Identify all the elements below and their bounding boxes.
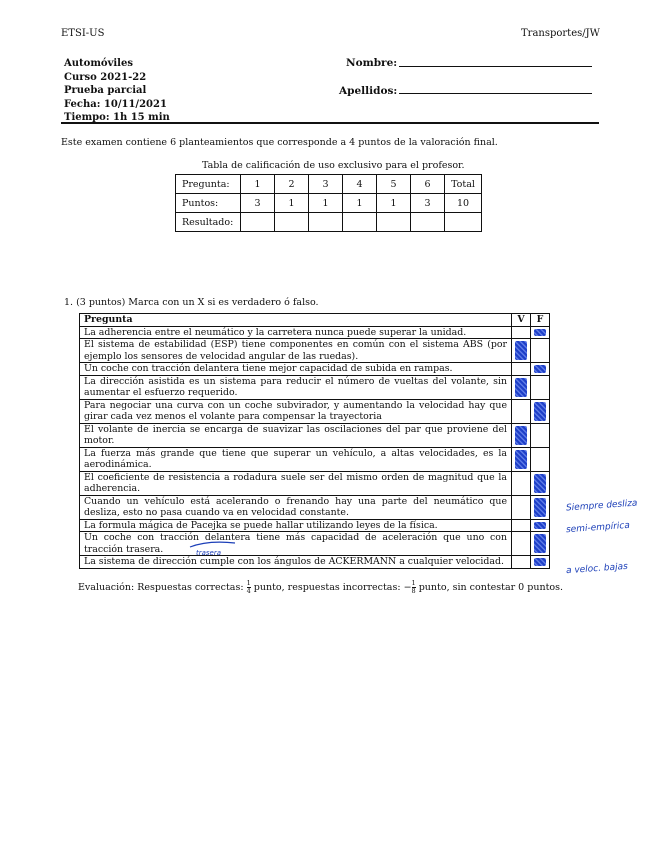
scribble-mark	[515, 378, 527, 397]
result-cell[interactable]	[275, 213, 309, 232]
answer-cell-f[interactable]	[531, 339, 550, 363]
answer-cell-v[interactable]	[512, 495, 531, 519]
question-row	[80, 556, 550, 569]
question-row	[80, 447, 550, 471]
question-text: Un coche con tracción delantera tiene mejor capacidad de subida en rampas.	[80, 363, 512, 376]
grade-label: Puntos:	[176, 194, 241, 213]
scribble-mark	[534, 402, 546, 421]
grade-label: Resultado:	[176, 213, 241, 232]
result-cell[interactable]	[445, 213, 482, 232]
true-false-table	[79, 313, 550, 569]
result-cell[interactable]	[343, 213, 377, 232]
answer-cell-f[interactable]	[531, 447, 550, 471]
question-text: El volante de inercia se encarga de suavizar las oscilaciones del par que proviene del motor.	[80, 423, 512, 447]
grade-cell: 1	[275, 194, 309, 213]
question-row	[80, 339, 550, 363]
grade-cell: 5	[377, 175, 411, 194]
header-right: Transportes/JW	[521, 28, 600, 39]
handwritten-note-trasera: trasera	[196, 549, 222, 557]
grade-cell: 2	[275, 175, 309, 194]
grade-table	[175, 174, 482, 232]
evaluation-text-c: punto, sin contestar 0 puntos.	[418, 582, 563, 593]
question-row	[80, 375, 550, 399]
scribble-mark	[534, 474, 546, 493]
grade-label: Pregunta:	[176, 175, 241, 194]
question-text: La adherencia entre el neumático y la carretera nunca puede superar la unidad.	[80, 326, 512, 339]
scribble-mark	[534, 365, 546, 373]
course-year: Curso 2021-22	[64, 71, 147, 83]
scribble-mark	[515, 450, 527, 469]
result-cell[interactable]	[309, 213, 343, 232]
question-row	[80, 471, 550, 495]
question-text: La sistema de dirección cumple con los ángulos de ACKERMANN a cualquier velocidad.	[80, 556, 512, 569]
nombre-label: Nombre:	[346, 57, 398, 69]
scribble-mark	[534, 522, 546, 530]
scribble-mark	[534, 534, 546, 553]
answer-cell-f[interactable]	[531, 519, 550, 532]
course-subject: Automóviles	[64, 58, 133, 69]
apellidos-label: Apellidos:	[339, 85, 398, 97]
answer-cell-f[interactable]	[531, 423, 550, 447]
exam-type: Prueba parcial	[64, 85, 147, 96]
scribble-mark	[534, 329, 546, 337]
grade-cell: Total	[445, 175, 482, 194]
question-text: La formula mágica de Pacejka se puede hallar utilizando leyes de la física.	[80, 519, 512, 532]
question-row	[80, 519, 550, 532]
answer-cell-f[interactable]	[531, 375, 550, 399]
evaluation-note	[78, 580, 563, 595]
question-text: El sistema de estabilidad (ESP) tiene componentes en común con el sistema ABS (por ejemplo los sensores de velocidad angular de las ruedas).	[80, 339, 512, 363]
result-cell[interactable]	[411, 213, 445, 232]
answer-cell-v[interactable]	[512, 363, 531, 376]
answer-cell-f[interactable]	[531, 326, 550, 339]
answer-cell-f[interactable]	[531, 363, 550, 376]
grade-cell: 1	[343, 194, 377, 213]
scribble-mark	[515, 341, 527, 360]
answer-cell-f[interactable]	[531, 399, 550, 423]
question-row	[80, 326, 550, 339]
question-row	[80, 399, 550, 423]
question-text: La fuerza más grande que tiene que superar un vehículo, a altas velocidades, es la aerodinámica.	[80, 447, 512, 471]
evaluation-text-a: Evaluación: Respuestas correctas:	[78, 582, 244, 593]
question-row	[80, 423, 550, 447]
answer-cell-f[interactable]	[531, 471, 550, 495]
tf-header-row	[80, 314, 550, 327]
question-text: El coeficiente de resistencia a rodadura suele ser del mismo orden de magnitud que la adherencia.	[80, 471, 512, 495]
frac-den: 4	[246, 587, 251, 595]
answer-cell-f[interactable]	[531, 495, 550, 519]
grade-cell: 1	[377, 194, 411, 213]
question-text: Un coche con tracción delantera tiene más capacidad de aceleración que uno con tracción trasera.	[80, 532, 512, 556]
handwritten-note-desliza: Siempre desliza	[565, 498, 638, 514]
handwritten-strikethrough	[188, 537, 238, 551]
grade-table-caption: Tabla de calificación de uso exclusivo para el profesor.	[202, 160, 465, 171]
frac-num: 1	[246, 579, 251, 587]
grade-cell: 1	[309, 194, 343, 213]
question-row	[80, 532, 550, 556]
result-cell[interactable]	[377, 213, 411, 232]
scribble-mark	[534, 558, 546, 566]
grade-cell: 10	[445, 194, 482, 213]
exam-date: Fecha: 10/11/2021	[64, 98, 167, 110]
fraction-quarter	[247, 580, 251, 595]
grade-cell: 6	[411, 175, 445, 194]
grade-row-resultado	[176, 213, 482, 232]
apellidos-field[interactable]	[399, 93, 592, 94]
answer-cell-v[interactable]	[512, 471, 531, 495]
exam-time: Tiempo: 1h 15 min	[64, 112, 170, 123]
answer-cell-f[interactable]	[531, 556, 550, 569]
col-f: F	[531, 314, 550, 327]
scribble-mark	[534, 498, 546, 517]
answer-cell-v[interactable]	[512, 556, 531, 569]
grade-cell: 3	[309, 175, 343, 194]
result-cell[interactable]	[241, 213, 275, 232]
grade-cell: 4	[343, 175, 377, 194]
answer-cell-v[interactable]	[512, 326, 531, 339]
answer-cell-v[interactable]	[512, 447, 531, 471]
question-text: La dirección asistida es un sistema para reducir el número de vueltas del volante, sin aumentar el esfuerzo requerido.	[80, 375, 512, 399]
grade-cell: 1	[241, 175, 275, 194]
header-rule	[61, 122, 599, 124]
strike-stroke	[190, 542, 235, 547]
handwritten-note-veloc-bajas: a veloc. bajas	[565, 561, 629, 577]
question-text: Para negociar una curva con un coche subvirador, y aumentando la velocidad hay que girar cada vez menos el volante para compensar la trayectoria	[80, 399, 512, 423]
frac-num: 1	[411, 579, 416, 587]
nombre-field[interactable]	[399, 66, 592, 67]
answer-cell-f[interactable]	[531, 532, 550, 556]
col-pregunta: Pregunta	[80, 314, 512, 327]
answer-cell-v[interactable]	[512, 399, 531, 423]
grade-row-pregunta	[176, 175, 482, 194]
question-1-heading: 1. (3 puntos) Marca con un X si es verdadero ó falso.	[64, 297, 319, 308]
answer-cell-v[interactable]	[512, 339, 531, 363]
frac-den: 8	[411, 587, 416, 595]
question-row	[80, 363, 550, 376]
evaluation-text-b: punto, respuestas incorrectas: −	[253, 582, 412, 593]
header-left: ETSI-US	[61, 28, 105, 39]
scribble-mark	[515, 426, 527, 445]
exam-intro: Este examen contiene 6 planteamientos que corresponde a 4 puntos de la valoración final.	[61, 137, 498, 148]
grade-cell: 3	[411, 194, 445, 213]
answer-cell-v[interactable]	[512, 375, 531, 399]
question-row	[80, 495, 550, 519]
answer-cell-v[interactable]	[512, 423, 531, 447]
exam-info	[64, 57, 170, 125]
answer-cell-v[interactable]	[512, 532, 531, 556]
col-v: V	[512, 314, 531, 327]
question-text: Cuando un vehículo está acelerando o frenando hay una parte del neumático que desliza, esto no pasa cuando va en velocidad constante.	[80, 495, 512, 519]
grade-row-puntos	[176, 194, 482, 213]
grade-cell: 3	[241, 194, 275, 213]
answer-cell-v[interactable]	[512, 519, 531, 532]
fraction-eighth	[412, 580, 416, 595]
handwritten-note-semiempirica: semi-empírica	[565, 520, 631, 536]
